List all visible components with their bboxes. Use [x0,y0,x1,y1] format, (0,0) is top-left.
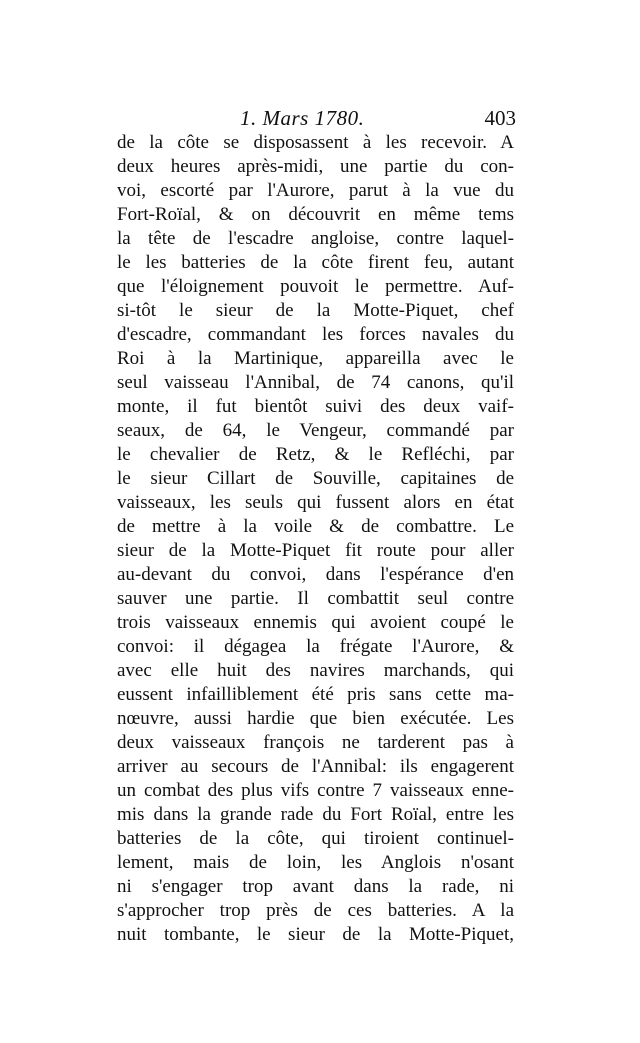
text-line: deux vaisseaux françois ne tarderent pas à [117,732,514,753]
text-line: la tête de l'escadre angloise, contre laquel- [117,228,514,249]
text-line: nœuvre, aussi hardie que bien exécutée. Les [117,708,514,729]
running-head-date: 1. Mars 1780. [240,106,365,130]
text-line: le chevalier de Retz, & le Refléchi, par [117,444,514,465]
text-line: un combat des plus vifs contre 7 vaisseaux enne- [117,780,514,801]
text-line: lement, mais de loin, les Anglois n'osant [117,852,514,873]
text-line: nuit tombante, le sieur de la Motte-Piquet, [117,924,514,945]
text-line: le les batteries de la côte firent feu, autant [117,252,514,273]
body-text [117,131,514,947]
text-line: deux heures après-midi, une partie du con- [117,156,514,177]
text-line: arriver au secours de l'Annibal: ils engagerent [117,756,514,777]
text-line: trois vaisseaux ennemis qui avoient coupé le [117,612,514,633]
text-line: seul vaisseau l'Annibal, de 74 canons, qu'il [117,372,514,393]
text-line: si-tôt le sieur de la Motte-Piquet, chef [117,300,514,321]
text-line: de mettre à la voile & de combattre. Le [117,516,514,537]
text-line: le sieur Cillart de Souville, capitaines de [117,468,514,489]
text-line: de la côte se disposassent à les recevoir. A [117,132,514,153]
text-line: avec elle huit des navires marchands, qui [117,660,514,681]
text-line: voi, escorté par l'Aurore, parut à la vue du [117,180,514,201]
text-line: que l'éloignement pouvoit le permettre. Auf- [117,276,514,297]
text-line: batteries de la côte, qui tiroient continuel- [117,828,514,849]
text-line: seaux, de 64, le Vengeur, commandé par [117,420,514,441]
text-line: monte, il fut bientôt suivi des deux vaif- [117,396,514,417]
text-line: Fort-Roïal, & on découvrit en même tems [117,204,514,225]
text-line: au-devant du convoi, dans l'espérance d'en [117,564,514,585]
text-line: vaisseaux, les seuls qui fussent alors en état [117,492,514,513]
text-line: eussent infailliblement été pris sans cette ma- [117,684,514,705]
text-line: convoi: il dégagea la frégate l'Aurore, & [117,636,514,657]
page-number: 403 [484,106,516,130]
text-line: ni s'engager trop avant dans la rade, ni [117,876,514,897]
text-line: Roi à la Martinique, appareilla avec le [117,348,514,369]
text-line: s'approcher trop près de ces batteries. A la [117,900,514,921]
text-line: d'escadre, commandant les forces navales du [117,324,514,345]
text-line: sauver une partie. Il combattit seul contre [117,588,514,609]
text-line: mis dans la grande rade du Fort Roïal, entre les [117,804,514,825]
text-line: sieur de la Motte-Piquet fit route pour aller [117,540,514,561]
